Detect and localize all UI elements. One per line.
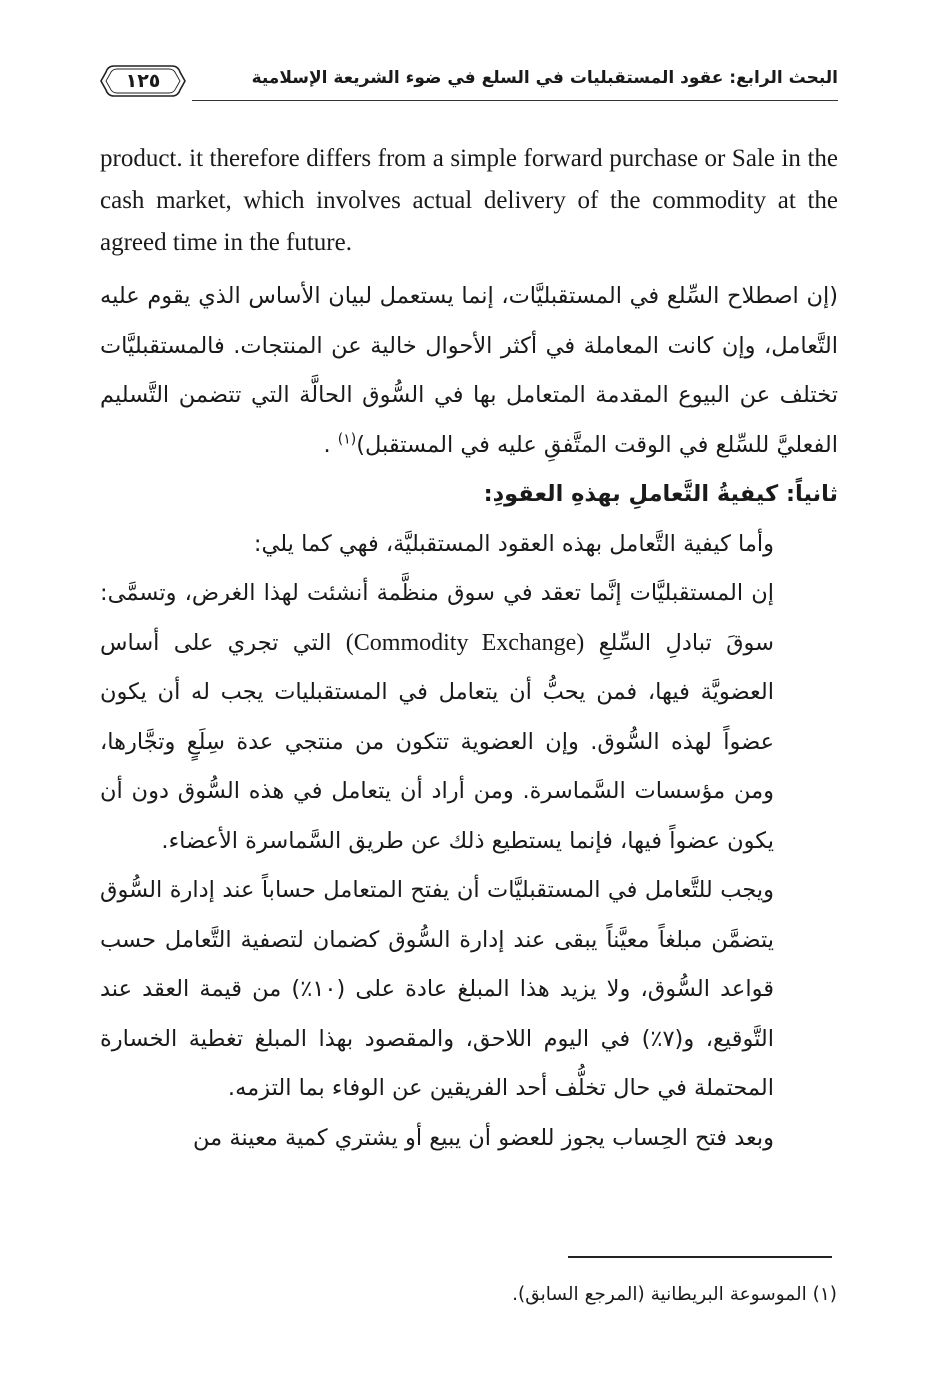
exchange-paragraph [100, 569, 838, 866]
page-number-frame [100, 64, 186, 98]
intro-line: وأما كيفية التَّعامل بهذه العقود المستقبليَّة، فهي كما يلي: [253, 530, 774, 557]
quote-text: (إن اصطلاح السِّلع في المستقبليَّات، إنما يستعمل لبيان الأساس الذي يقوم عليه التَّعامل، وإن كانت المعاملة في أكثر الأحوال خالية عن المنتجات. فالمستقبليَّات تختلف عن البيوع المقدمة المتعامل بها في السُّوق الحالَّة التي تتضمن التَّسليم الفعليَّ للسِّلع في الوقت المتَّفقِ عليه في المستقبل) [100, 283, 838, 458]
exchange-text-part1: إن المستقبليَّات إنَّما تعقد في سوق منظَّمة أنشئت لهذا الغرض، وتسمَّى: سوقَ تبادلِ السِّلعِ [100, 580, 775, 656]
footnote: (١) الموسوعة البريطانية (المرجع السابق). [512, 1284, 837, 1305]
running-header [100, 62, 838, 106]
account-paragraph: ويجب للتَّعامل في المستقبليَّات أن يفتح المتعامل حساباً عند إدارة السُّوق يتضمَّن مبلغاً معيَّناً يبقى عند إدارة السُّوق كضمان لتصفية التَّعامل حسب قواعد السُّوق، ولا يزيد هذا المبلغ عادة على (١٠٪) من قيمة العقد عند التَّوقيع، و(٧٪) في اليوم اللاحق، والمقصود بهذا المبلغ تغطية الخسارة المحتملة في حال تخلُّف أحد الفريقين عن الوفاء بما التزمه. [100, 877, 774, 1101]
quote-paragraph [100, 272, 838, 470]
quote-end: . [323, 431, 338, 458]
section-heading: ثانياً: كيفيةُ التَّعاملِ بهذهِ العقودِ: [483, 481, 838, 507]
english-paragraph: product. it therefore differs from a simple forward purchase or Sale in the cash market, which involves actual delivery of the commodity at the agreed time in the future. [100, 145, 838, 256]
exchange-text-part2: التي تجري على أساس العضويَّة فيها، فمن يحبُّ أن يتعامل في المستقبليات يجب له أن يكون عضواً لهذه السُّوق. وإن العضوية تتكون من منتجي عدة سِلَعٍ وتجَّارها، ومن مؤسسات السَّماسرة. ومن أراد أن يتعامل في هذه السُّوق دون أن يكون عضواً فيها، فإنما يستطيع ذلك عن طريق السَّماسرة الأعضاء. [100, 629, 774, 854]
exchange-english-term: (Commodity Exchange) [345, 629, 585, 656]
header-title: البحث الرابع: عقود المستقبليات في السلع في ضوء الشريعة الإسلامية [251, 68, 838, 88]
page-number: ١٢٥ [125, 70, 161, 92]
footnote-rule [568, 1256, 832, 1258]
footnote-ref[interactable]: (١) [337, 431, 357, 447]
last-line: وبعد فتح الحِساب يجوز للعضو أن يبيع أو يشتري كمية معينة من [192, 1124, 774, 1151]
page-content [100, 138, 838, 1163]
header-rule [192, 100, 838, 101]
